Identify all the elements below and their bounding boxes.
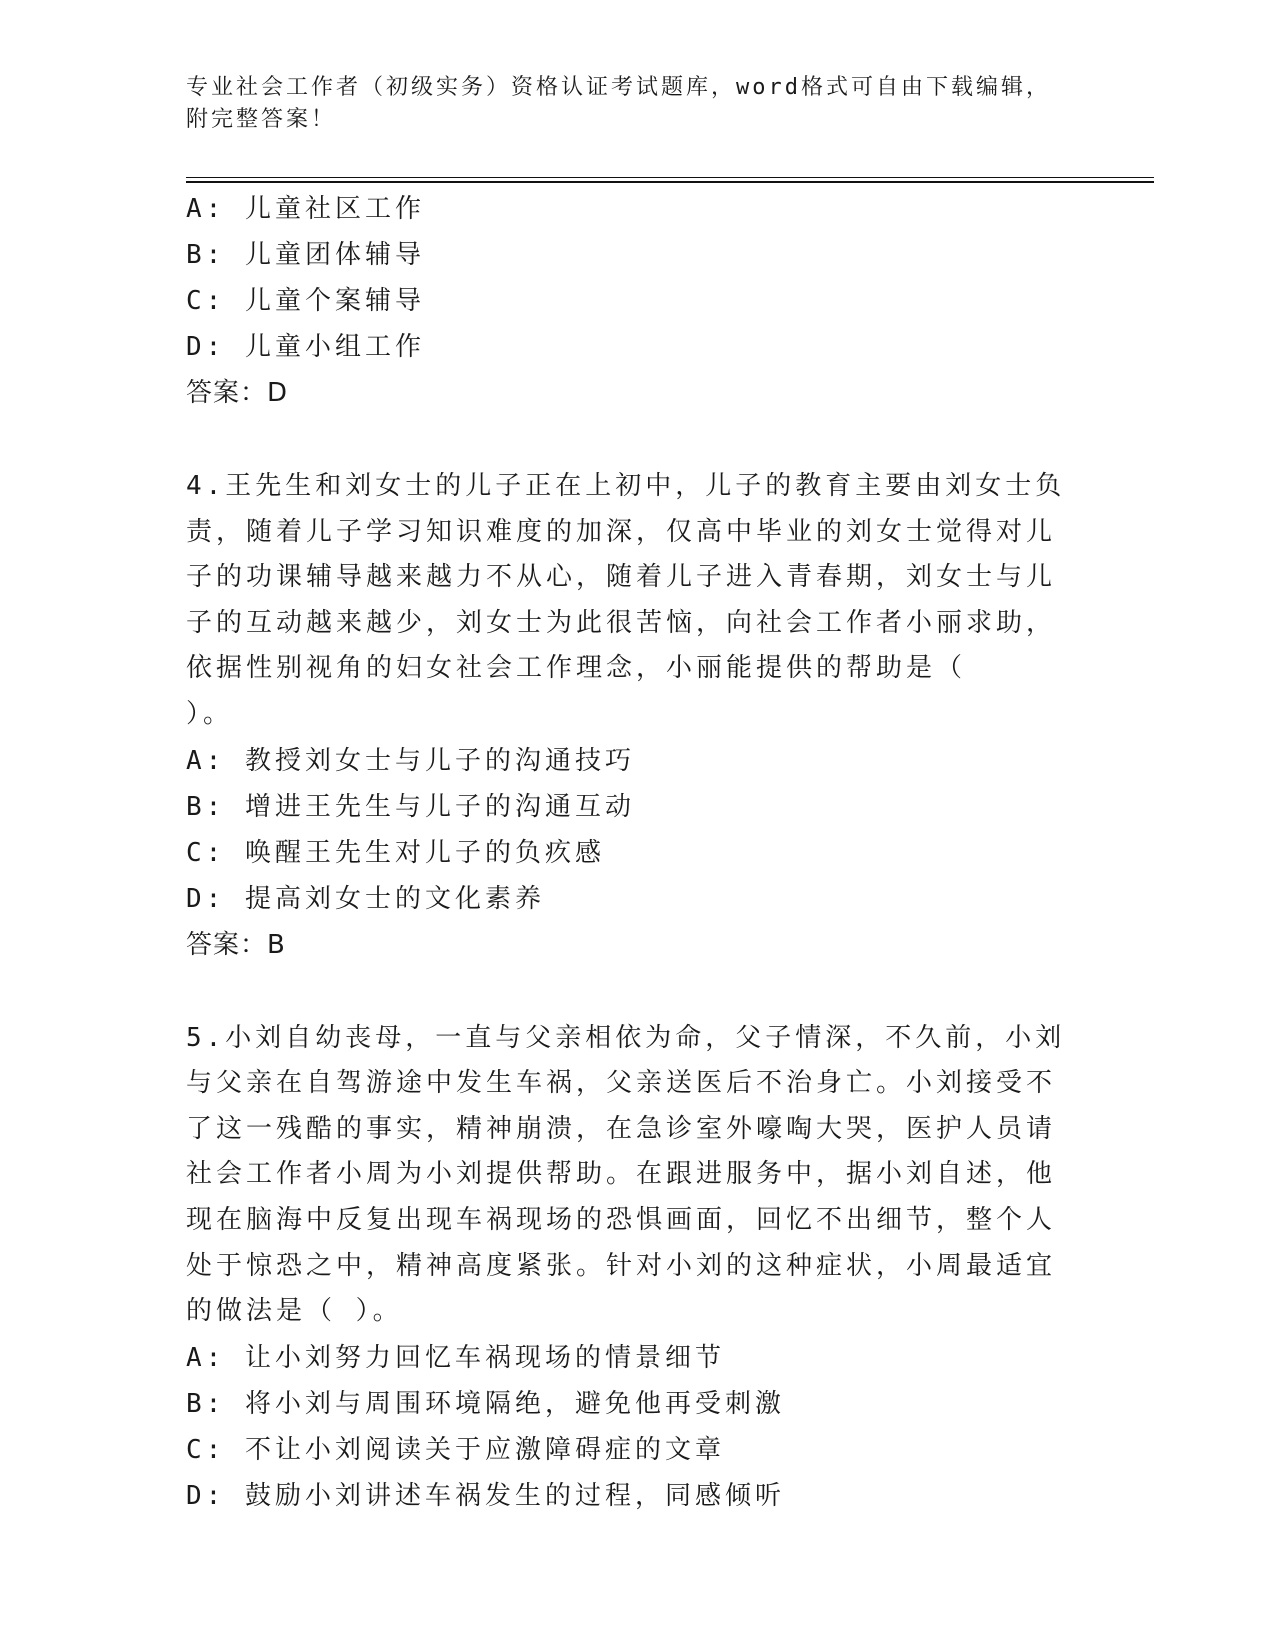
option-separator: : (205, 1388, 245, 1419)
question-3-answer: 答案：D (186, 378, 289, 408)
question-4-option-b: B: 增进王先生与儿子的沟通互动 (186, 791, 635, 822)
question-5-option-d: D: 鼓励小刘讲述车祸发生的过程，同感倾听 (186, 1480, 785, 1511)
question-3-option-d: D: 儿童小组工作 (186, 332, 425, 362)
option-separator: : (205, 883, 245, 914)
question-5-option-c: C: 不让小刘阅读关于应激障碍症的文章 (186, 1434, 725, 1465)
question-4-stem: 4.王先生和刘女士的儿子正在上初中，儿子的教育主要由刘女士负责，随着儿子学习知识难度的加深，仅高中毕业的刘女士觉得对儿子的功课辅导越来越力不从心，随着儿子进入青春期，刘女士与儿子的互动越来越少，刘女士为此很苦恼，向社会工作者小丽求助，依据性别视角的妇女社会工作理念，小丽能提供的帮助是（ ）。 (186, 471, 1066, 729)
question-3-option-b: B: 儿童团体辅导 (186, 240, 425, 270)
question-3-option-c: C: 儿童个案辅导 (186, 286, 425, 316)
option-separator: : (205, 194, 245, 224)
question-4-option-d: D: 提高刘女士的文化素养 (186, 883, 545, 914)
page-header: 专业社会工作者（初级实务）资格认证考试题库，word格式可自由下载编辑，附完整答案！ (186, 75, 1051, 132)
option-separator: : (205, 791, 245, 822)
option-separator: : (205, 1434, 245, 1465)
document-body (186, 186, 1066, 1519)
option-separator: : (205, 286, 245, 316)
question-4-block (186, 464, 1066, 968)
question-5-option-a: A: 让小刘努力回忆车祸现场的情景细节 (186, 1342, 725, 1373)
question-4-answer: 答案：B (186, 929, 286, 960)
question-4-option-a: A: 教授刘女士与儿子的沟通技巧 (186, 745, 635, 776)
question-3-block (186, 186, 1066, 416)
option-separator: : (205, 745, 245, 776)
question-5-block (186, 1016, 1066, 1519)
option-separator: : (205, 1480, 245, 1511)
question-4-option-c: C: 唤醒王先生对儿子的负疚感 (186, 837, 605, 868)
question-3-option-a: A: 儿童社区工作 (186, 194, 425, 224)
option-separator: : (205, 1342, 245, 1373)
question-5-option-b: B: 将小刘与周围环境隔绝，避免他再受刺激 (186, 1388, 785, 1419)
option-separator: : (205, 240, 245, 270)
option-separator: : (205, 837, 245, 868)
header-rule-thick (186, 181, 1154, 183)
option-separator: : (205, 332, 245, 362)
header-rule-thin (186, 177, 1154, 178)
question-5-stem: 5.小刘自幼丧母，一直与父亲相依为命，父子情深，不久前，小刘与父亲在自驾游途中发生车祸，父亲送医后不治身亡。小刘接受不了这一残酷的事实，精神崩溃，在急诊室外嚎啕大哭，医护人员请社会工作者小周为小刘提供帮助。在跟进服务中，据小刘自述，他现在脑海中反复出现车祸现场的恐惧画面，回忆不出细节，整个人处于惊恐之中，精神高度紧张。针对小刘的这种症状，小周最适宜的做法是（ ）。 (186, 1022, 1066, 1327)
